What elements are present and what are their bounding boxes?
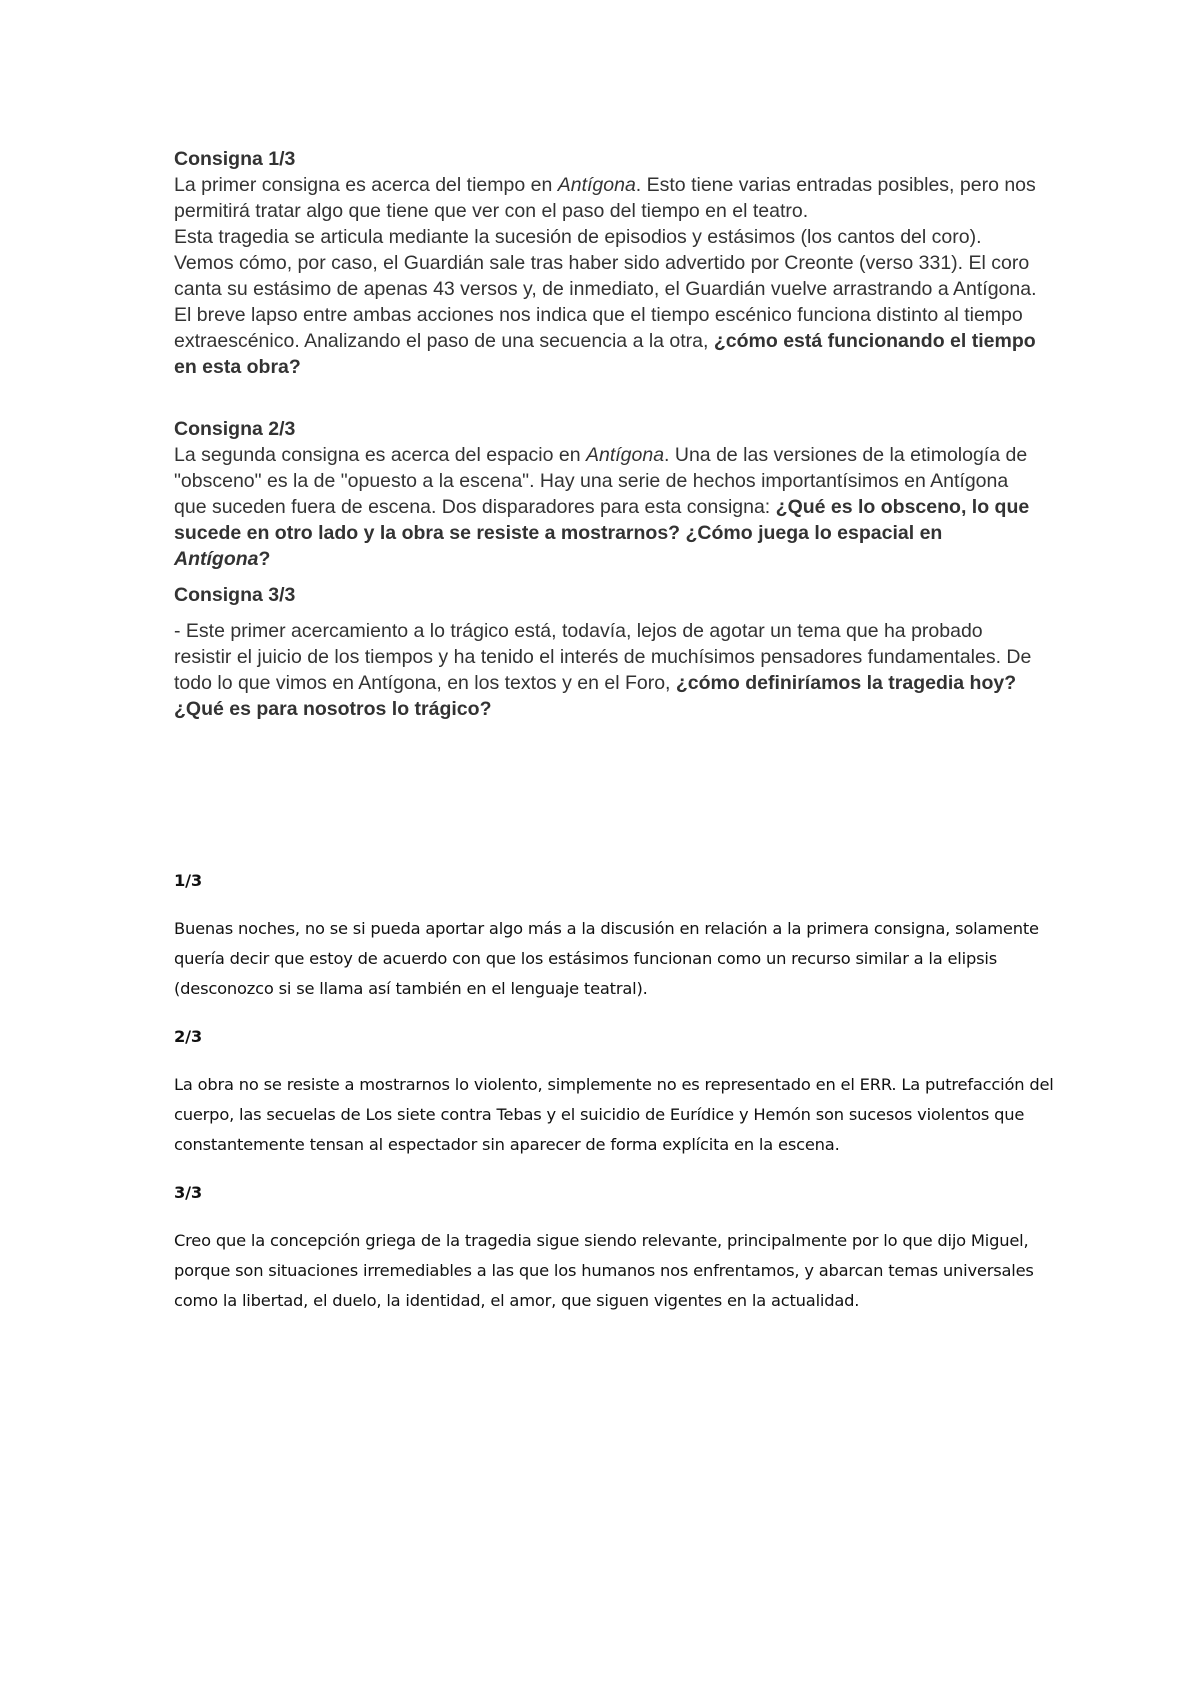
text-run: - Este primer acercamiento a lo trágico está, todavía, lejos de agotar un tema que ha probado resistir el juicio de los tiempos y ha tenido el interés de muchísimos pensadores fundamentales. De todo lo que vimos en Antígona, en los textos y en el Foro, — [174, 620, 1032, 694]
respuesta-2-body: La obra no se resiste a mostrarnos lo violento, simplemente no es representado en el ERR. La putrefacción del cuerpo, las secuelas de Los siete contra Tebas y el suicidio de Eurídice y Hemón son sucesos violentos que constantemente tensan al espectador sin aparecer de forma explícita en la escena. — [174, 1075, 1054, 1154]
text-run: ¿Qué es lo obsceno, lo que sucede en otro lado y la obra se resiste a mostrarnos? ¿Cómo juega lo espacial en — [174, 496, 1030, 544]
consigna-2-body — [174, 442, 1044, 572]
respuesta-3-body: Creo que la concepción griega de la tragedia sigue siendo relevante, principalmente por lo que dijo Miguel, porque son situaciones irremediables a las que los humanos nos enfrentamos, y abarcan temas universales como la libertad, el duelo, la identidad, el amor, que siguen vigentes en la actualidad. — [174, 1231, 1034, 1310]
respuesta-3-title: 3/3 — [174, 1183, 203, 1202]
text-run: Esta tragedia se articula mediante la sucesión de episodios y estásimos (los cantos del coro). Vemos cómo, por caso, el Guardián sale tras haber sido advertido por Creonte (verso 331). El coro canta su estásimo de apenas 43 versos y, de inmediato, el Guardián vuelve arrastrando a Antígona. El breve lapso entre ambas acciones nos indica que el tiempo escénico funciona distinto al tiempo extraescénico. Analizando el paso de una secuencia a la otra, — [174, 226, 1037, 352]
respuesta-1-body: Buenas noches, no se si pueda aportar algo más a la discusión en relación a la primera consigna, solamente quería decir que estoy de acuerdo con que los estásimos funcionan como un recurso similar a la elipsis (desconozco si se llama así también en el lenguaje teatral). — [174, 919, 1039, 998]
consigna-1-title: Consigna 1/3 — [174, 148, 296, 170]
text-run: ¿cómo está funcionando el tiempo en esta obra? — [174, 330, 1036, 378]
consignas-section — [174, 146, 1044, 722]
text-run: La segunda consigna es acerca del espacio en — [174, 444, 586, 466]
consigna-1-body — [174, 172, 1044, 380]
consigna-2-title: Consigna 2/3 — [174, 418, 296, 440]
consigna-3-body — [174, 618, 1044, 722]
text-run: Antígona — [174, 548, 259, 570]
text-run: . Una de las versiones de la etimología de "obsceno" es la de "opuesto a la escena". Hay una serie de hechos importantísimos en Antígona que suceden fuera de escena. Dos disparadores para esta consigna: — [174, 444, 1028, 518]
text-run: Antígona — [557, 174, 636, 196]
respuesta-2-title: 2/3 — [174, 1027, 203, 1046]
text-run: La primer consigna es acerca del tiempo en — [174, 174, 558, 196]
respuesta-1-title: 1/3 — [174, 871, 203, 890]
respuestas-section — [174, 866, 1054, 1334]
text-run: Antígona — [585, 444, 665, 466]
consigna-3-title: Consigna 3/3 — [174, 584, 296, 606]
text-run: ¿cómo definiríamos la tragedia hoy? ¿Qué es para nosotros lo trágico? — [174, 672, 1017, 720]
text-run: ? — [258, 548, 271, 570]
text-run: . Esto tiene varias entradas posibles, pero nos permitirá tratar algo que tiene que ver con el paso del tiempo en el teatro. — [174, 174, 1036, 222]
